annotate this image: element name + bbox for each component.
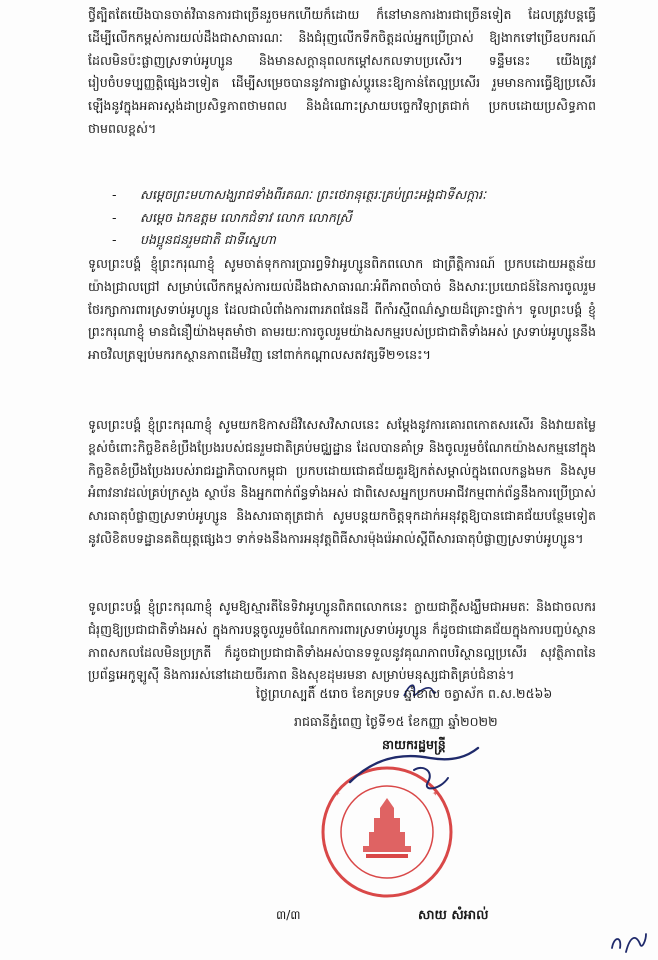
salutation-text: សម្តេចព្រះមហាសង្ឃរាជទាំងពីរគណៈ ព្រះថេរានុត្ថេរៈគ្រប់ព្រះអង្គជាទីសក្ការៈ bbox=[140, 187, 487, 202]
salutation-text: បងប្អូនជនរួមជាតិ ជាទីស្នេហា bbox=[140, 232, 276, 247]
paragraph-2: ទូលព្រះបង្គំ ខ្ញុំព្រះករុណាខ្ញុំ សូមចាត់ទុកការប្រារព្ធទិវាអូហ្សូនពិភពលោក ជាព្រឹត្តិការណ៍ ប្រកបដោយអត្ថន័យយ៉ាងជ្រាលជ្រៅ សម្រាប់លើកកម្ពស់ការយល់ដឹងជាសាធារណៈអំពីភាពចាំបាច់ និងសារៈប្រយោជន៍នៃការចូលរួមថែរក្សាការពារស្រទាប់អូហ្សូន ដែលជាលំពាំងការពារភពផែនដី ពីកាំរស្មីពណ៌ស្វាយដ៏គ្រោះថ្នាក់។ ទូលព្រះបង្គំ ខ្ញុំព្រះករុណាខ្ញុំ មានជំនឿយ៉ាងមុតមាំថា តាមរយៈការចូលរួមយ៉ាងសកម្មរបស់ប្រជាជាតិទាំងអស់ ស្រទាប់អូហ្សូននឹងអាចវិលត្រឡប់មករកស្ថានភាពដើមវិញ នៅពាក់កណ្តាលសតវត្សទី២១នេះ។ bbox=[88, 256, 596, 363]
salutation-text: សម្តេច ឯកឧត្តម លោកជំទាវ លោក លោកស្រី bbox=[140, 209, 352, 225]
salutation-item: - បងប្អូនជនរួមជាតិ ជាទីស្នេហា bbox=[112, 232, 276, 247]
paragraph-1: ថ្វីត្បិតតែយើងបានចាត់វិធានការជាច្រើនរួចមកហើយក៏ដោយ ក៏នៅមានការងារជាច្រើនទៀត ដែលត្រូវបន្តធ្វើ ដើម្បីលើកកម្ពស់ការយល់ដឹងជាសាធារណៈ និងជំរុញលើកទឹកចិត្តដល់អ្នកប្រើប្រាស់ ឱ្យងាកទៅប្រើឧបករណ៍ដែលមិនប៉ះផ្លាញស្រទាប់អូហ្សូន និងមានសក្តានុពលកម្តៅសកលទាបប្រសើរ។ ទន្ទឹមនេះ យើងត្រូវរៀបចំបទប្បញ្ញត្តិផ្សេងៗទៀត ដើម្បីសម្រេចបាននូវការផ្លាស់ប្តូរនេះឱ្យកាន់តែល្អប្រសើរ រួមមានការធ្វើឱ្យប្រសើរឡើងនូវក្នុងអគារស្តង់ដាប្រសិទ្ធភាពថាមពល និងដំណោះស្រាយបច្ចេកវិទ្យាត្រជាក់ ប្រកបដោយប្រសិទ្ធភាពថាមពលខ្ពស់។ bbox=[88, 7, 596, 136]
solar-date: រាជធានីភ្នំពេញ ថ្ងៃទី១៥ ខែកញ្ញា ឆ្នាំ២០២២ bbox=[294, 714, 498, 729]
lunar-date: ថ្ងៃព្រហស្បតិ៍ ៥រោច ខែភទ្របទ ឆ្នាំខាល ចត្វាស័ក ព.ស.២៥៦៦ bbox=[256, 686, 553, 701]
signatory-title: នាយករដ្ឋមន្ត្រី bbox=[382, 737, 446, 752]
signer-name: សាយ សំអាល់ bbox=[418, 908, 489, 923]
salutation-item: - សម្តេចព្រះមហាសង្ឃរាជទាំងពីរគណៈ ព្រះថេរានុត្ថេរៈគ្រប់ព្រះអង្គជាទីសក្ការៈ bbox=[112, 187, 487, 202]
salutation-item: - សម្តេច ឯកឧត្តម លោកជំទាវ លោក លោកស្រី bbox=[112, 209, 352, 225]
svg-text:✦: ✦ bbox=[334, 789, 341, 798]
handwritten-initial-mark bbox=[606, 930, 650, 956]
paragraph-4: ទូលព្រះបង្គំ ខ្ញុំព្រះករុណាខ្ញុំ សូមឱ្យស្មារតីនៃទិវាអូហ្សូនពិភពលោកនេះ ក្លាយជាក្តីសង្ឃឹមជាអមតៈ និងជាចលករជំរុញឱ្យប្រជាជាតិទាំងអស់ ក្នុងការបន្តចូលរួមចំណែកការពារស្រទាប់អូហ្សូន ក៏ដូចជាជោគជ័យក្នុងការបញ្ចប់ស្ថានភាពសកលដែលមិនប្រក្រតី ក៏ដូចជាប្រជាជាតិទាំងអស់បានទទួលនូវគុណភាពបរិស្ថានល្អប្រសើរ សុវត្ថិភាពនៃប្រព័ន្ធអេកូឡូស៊ី និងការរស់នៅដោយចីរភាព និងសុខដុមរមនា សម្រាប់មនុស្សជាតិគ្រប់ជំនាន់។ bbox=[88, 599, 596, 683]
page-number: ៣/៣ bbox=[276, 908, 301, 922]
paragraph-3: ទូលព្រះបង្គំ ខ្ញុំព្រះករុណាខ្ញុំ សូមយកឱកាសដ៏វិសេសវិសាលនេះ សម្តែងនូវការគោរពកោតសរសើរ និងវាយតម្លៃខ្ពស់ចំពោះកិច្ចខិតខំប្រឹងប្រែងរបស់ជនរួមជាតិគ្រប់មជ្ឈដ្ឋាន ដែលបានគាំទ្រ និងចូលរួមចំណែកយ៉ាងសកម្មនៅក្នុងកិច្ចខិតខំប្រឹងប្រែងរបស់រាជរដ្ឋាភិបាលកម្ពុជា ប្រកបដោយជោគជ័យគួរឱ្យកត់សម្គាល់ក្នុងពេលកន្លងមក និងសូមអំពាវនាវដល់គ្រប់ក្រសួង ស្ថាប័ន និងអ្នកពាក់ព័ន្ធទាំងអស់ ជាពិសេសអ្នកប្រកបអាជីវកម្មពាក់ព័ន្ធនឹងការប្រើប្រាស់សារធាតុបំផ្លាញស្រទាប់អូហ្សូន និងសារធាតុត្រជាក់ សូមបន្តយកចិត្តទុកដាក់អនុវត្តឱ្យបានជោគជ័យបន្ថែមទៀត នូវលិខិតបទដ្ឋានគតិយុត្តផ្សេងៗ ទាក់ទងនឹងការអនុវត្តពិធីសារម៉ុងរ៉េអាល់ស្តីពីសារធាតុបំផ្លាញស្រទាប់អូហ្សូន។ bbox=[88, 417, 596, 546]
salutation-list bbox=[112, 184, 592, 252]
handwritten-signature bbox=[344, 742, 484, 822]
svg-text:✦: ✦ bbox=[432, 789, 439, 798]
